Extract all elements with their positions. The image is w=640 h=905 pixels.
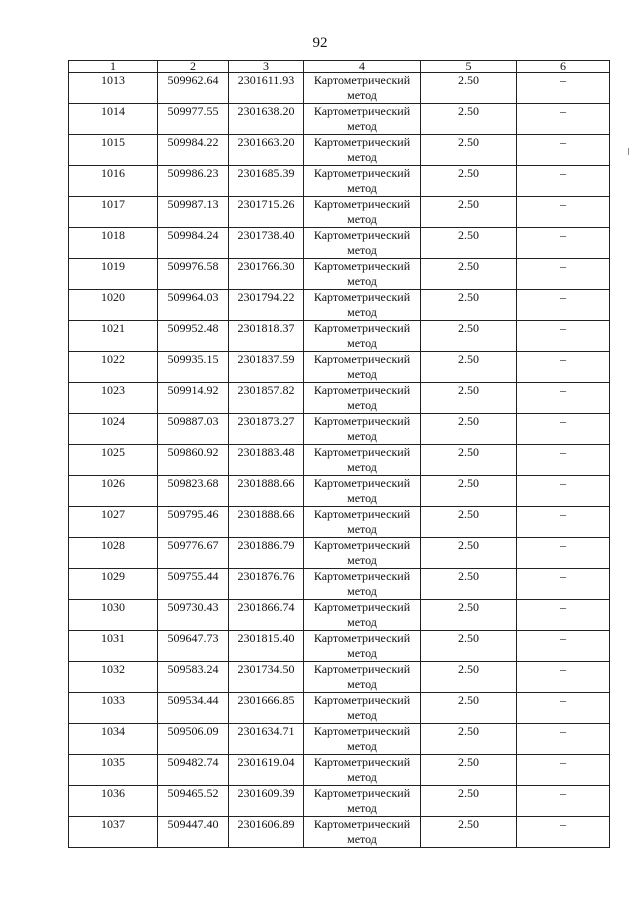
point-number-cell: 1022 <box>69 352 158 383</box>
table-row <box>69 290 610 321</box>
accuracy-cell: 2.50 <box>421 476 517 507</box>
y-coordinate-cell: 2301634.71 <box>229 724 304 755</box>
accuracy-cell: 2.50 <box>421 817 517 848</box>
y-coordinate-cell: 2301766.30 <box>229 259 304 290</box>
point-number-cell: 1020 <box>69 290 158 321</box>
y-coordinate-cell: 2301876.76 <box>229 569 304 600</box>
method-cell: Картометрический метод <box>304 445 421 476</box>
method-cell: Картометрический метод <box>304 383 421 414</box>
y-coordinate-cell: 2301873.27 <box>229 414 304 445</box>
y-coordinate-cell: 2301883.48 <box>229 445 304 476</box>
y-coordinate-cell: 2301818.37 <box>229 321 304 352</box>
accuracy-cell: 2.50 <box>421 259 517 290</box>
method-cell: Картометрический метод <box>304 631 421 662</box>
method-cell: Картометрический метод <box>304 290 421 321</box>
method-cell: Картометрический метод <box>304 352 421 383</box>
column-header: 3 <box>229 61 304 73</box>
x-coordinate-cell: 509962.64 <box>158 73 229 104</box>
y-coordinate-cell: 2301815.40 <box>229 631 304 662</box>
x-coordinate-cell: 509465.52 <box>158 786 229 817</box>
table-row <box>69 197 610 228</box>
note-cell: – <box>517 321 610 352</box>
table-row <box>69 476 610 507</box>
accuracy-cell: 2.50 <box>421 755 517 786</box>
accuracy-cell: 2.50 <box>421 228 517 259</box>
x-coordinate-cell: 509887.03 <box>158 414 229 445</box>
method-cell: Картометрический метод <box>304 104 421 135</box>
accuracy-cell: 2.50 <box>421 104 517 135</box>
y-coordinate-cell: 2301663.20 <box>229 135 304 166</box>
point-number-cell: 1037 <box>69 817 158 848</box>
method-cell: Картометрический метод <box>304 73 421 104</box>
method-cell: Картометрический метод <box>304 817 421 848</box>
accuracy-cell: 2.50 <box>421 73 517 104</box>
table-row <box>69 786 610 817</box>
x-coordinate-cell: 509647.73 <box>158 631 229 662</box>
point-number-cell: 1027 <box>69 507 158 538</box>
point-number-cell: 1013 <box>69 73 158 104</box>
point-number-cell: 1017 <box>69 197 158 228</box>
y-coordinate-cell: 2301738.40 <box>229 228 304 259</box>
x-coordinate-cell: 509795.46 <box>158 507 229 538</box>
y-coordinate-cell: 2301866.74 <box>229 600 304 631</box>
accuracy-cell: 2.50 <box>421 352 517 383</box>
accuracy-cell: 2.50 <box>421 414 517 445</box>
y-coordinate-cell: 2301611.93 <box>229 73 304 104</box>
y-coordinate-cell: 2301837.59 <box>229 352 304 383</box>
x-coordinate-cell: 509984.24 <box>158 228 229 259</box>
point-number-cell: 1028 <box>69 538 158 569</box>
point-number-cell: 1019 <box>69 259 158 290</box>
x-coordinate-cell: 509964.03 <box>158 290 229 321</box>
method-cell: Картометрический метод <box>304 476 421 507</box>
table-row <box>69 600 610 631</box>
x-coordinate-cell: 509977.55 <box>158 104 229 135</box>
accuracy-cell: 2.50 <box>421 445 517 476</box>
accuracy-cell: 2.50 <box>421 166 517 197</box>
table-row <box>69 724 610 755</box>
point-number-cell: 1025 <box>69 445 158 476</box>
point-number-cell: 1029 <box>69 569 158 600</box>
method-cell: Картометрический метод <box>304 693 421 724</box>
point-number-cell: 1033 <box>69 693 158 724</box>
note-cell: – <box>517 786 610 817</box>
x-coordinate-cell: 509447.40 <box>158 817 229 848</box>
accuracy-cell: 2.50 <box>421 321 517 352</box>
note-cell: – <box>517 290 610 321</box>
table-row <box>69 538 610 569</box>
method-cell: Картометрический метод <box>304 135 421 166</box>
note-cell: – <box>517 259 610 290</box>
accuracy-cell: 2.50 <box>421 538 517 569</box>
accuracy-cell: 2.50 <box>421 507 517 538</box>
x-coordinate-cell: 509776.67 <box>158 538 229 569</box>
accuracy-cell: 2.50 <box>421 290 517 321</box>
x-coordinate-cell: 509730.43 <box>158 600 229 631</box>
note-cell: – <box>517 73 610 104</box>
note-cell: – <box>517 569 610 600</box>
y-coordinate-cell: 2301666.85 <box>229 693 304 724</box>
point-number-cell: 1015 <box>69 135 158 166</box>
y-coordinate-cell: 2301734.50 <box>229 662 304 693</box>
coordinates-table <box>68 60 610 848</box>
accuracy-cell: 2.50 <box>421 197 517 228</box>
table-row <box>69 166 610 197</box>
x-coordinate-cell: 509987.13 <box>158 197 229 228</box>
method-cell: Картометрический метод <box>304 197 421 228</box>
accuracy-cell: 2.50 <box>421 569 517 600</box>
column-header: 2 <box>158 61 229 73</box>
note-cell: – <box>517 104 610 135</box>
accuracy-cell: 2.50 <box>421 135 517 166</box>
y-coordinate-cell: 2301606.89 <box>229 817 304 848</box>
table-row <box>69 321 610 352</box>
table-row <box>69 259 610 290</box>
table-row <box>69 662 610 693</box>
method-cell: Картометрический метод <box>304 724 421 755</box>
note-cell: – <box>517 507 610 538</box>
accuracy-cell: 2.50 <box>421 600 517 631</box>
x-coordinate-cell: 509986.23 <box>158 166 229 197</box>
x-coordinate-cell: 509984.22 <box>158 135 229 166</box>
column-header: 4 <box>304 61 421 73</box>
note-cell: – <box>517 445 610 476</box>
y-coordinate-cell: 2301857.82 <box>229 383 304 414</box>
note-cell: – <box>517 228 610 259</box>
note-cell: – <box>517 724 610 755</box>
y-coordinate-cell: 2301886.79 <box>229 538 304 569</box>
x-coordinate-cell: 509976.58 <box>158 259 229 290</box>
method-cell: Картометрический метод <box>304 228 421 259</box>
method-cell: Картометрический метод <box>304 259 421 290</box>
y-coordinate-cell: 2301888.66 <box>229 476 304 507</box>
y-coordinate-cell: 2301638.20 <box>229 104 304 135</box>
note-cell: – <box>517 414 610 445</box>
table-row <box>69 73 610 104</box>
note-cell: – <box>517 693 610 724</box>
method-cell: Картометрический метод <box>304 538 421 569</box>
x-coordinate-cell: 509583.24 <box>158 662 229 693</box>
column-header: 1 <box>69 61 158 73</box>
accuracy-cell: 2.50 <box>421 383 517 414</box>
note-cell: – <box>517 197 610 228</box>
method-cell: Картометрический метод <box>304 166 421 197</box>
point-number-cell: 1026 <box>69 476 158 507</box>
table-row <box>69 693 610 724</box>
column-header: 5 <box>421 61 517 73</box>
x-coordinate-cell: 509506.09 <box>158 724 229 755</box>
accuracy-cell: 2.50 <box>421 786 517 817</box>
x-coordinate-cell: 509755.44 <box>158 569 229 600</box>
note-cell: – <box>517 600 610 631</box>
note-cell: – <box>517 135 610 166</box>
column-header: 6 <box>517 61 610 73</box>
x-coordinate-cell: 509935.15 <box>158 352 229 383</box>
x-coordinate-cell: 509482.74 <box>158 755 229 786</box>
x-coordinate-cell: 509860.92 <box>158 445 229 476</box>
note-cell: – <box>517 817 610 848</box>
table-row <box>69 414 610 445</box>
note-cell: – <box>517 476 610 507</box>
point-number-cell: 1014 <box>69 104 158 135</box>
table-row <box>69 352 610 383</box>
table-row <box>69 817 610 848</box>
note-cell: – <box>517 662 610 693</box>
y-coordinate-cell: 2301888.66 <box>229 507 304 538</box>
note-cell: – <box>517 352 610 383</box>
y-coordinate-cell: 2301619.04 <box>229 755 304 786</box>
table-body <box>69 73 610 848</box>
x-coordinate-cell: 509952.48 <box>158 321 229 352</box>
method-cell: Картометрический метод <box>304 414 421 445</box>
method-cell: Картометрический метод <box>304 662 421 693</box>
table-row <box>69 104 610 135</box>
note-cell: – <box>517 538 610 569</box>
point-number-cell: 1023 <box>69 383 158 414</box>
accuracy-cell: 2.50 <box>421 724 517 755</box>
table-row <box>69 135 610 166</box>
table-row <box>69 228 610 259</box>
point-number-cell: 1016 <box>69 166 158 197</box>
note-cell: – <box>517 631 610 662</box>
table-header-row <box>69 61 610 73</box>
point-number-cell: 1036 <box>69 786 158 817</box>
table-row <box>69 631 610 662</box>
accuracy-cell: 2.50 <box>421 662 517 693</box>
method-cell: Картометрический метод <box>304 321 421 352</box>
table-row <box>69 755 610 786</box>
point-number-cell: 1024 <box>69 414 158 445</box>
point-number-cell: 1030 <box>69 600 158 631</box>
table-row <box>69 383 610 414</box>
method-cell: Картометрический метод <box>304 569 421 600</box>
accuracy-cell: 2.50 <box>421 631 517 662</box>
y-coordinate-cell: 2301794.22 <box>229 290 304 321</box>
x-coordinate-cell: 509823.68 <box>158 476 229 507</box>
table-row <box>69 507 610 538</box>
y-coordinate-cell: 2301685.39 <box>229 166 304 197</box>
note-cell: – <box>517 383 610 414</box>
x-coordinate-cell: 509534.44 <box>158 693 229 724</box>
table-row <box>69 445 610 476</box>
method-cell: Картометрический метод <box>304 786 421 817</box>
accuracy-cell: 2.50 <box>421 693 517 724</box>
y-coordinate-cell: 2301715.26 <box>229 197 304 228</box>
point-number-cell: 1035 <box>69 755 158 786</box>
method-cell: Картометрический метод <box>304 755 421 786</box>
table-row <box>69 569 610 600</box>
point-number-cell: 1018 <box>69 228 158 259</box>
method-cell: Картометрический метод <box>304 507 421 538</box>
point-number-cell: 1034 <box>69 724 158 755</box>
margin-mark <box>628 148 629 155</box>
note-cell: – <box>517 755 610 786</box>
point-number-cell: 1031 <box>69 631 158 662</box>
point-number-cell: 1021 <box>69 321 158 352</box>
note-cell: – <box>517 166 610 197</box>
page-number: 92 <box>312 35 328 51</box>
method-cell: Картометрический метод <box>304 600 421 631</box>
y-coordinate-cell: 2301609.39 <box>229 786 304 817</box>
x-coordinate-cell: 509914.92 <box>158 383 229 414</box>
point-number-cell: 1032 <box>69 662 158 693</box>
